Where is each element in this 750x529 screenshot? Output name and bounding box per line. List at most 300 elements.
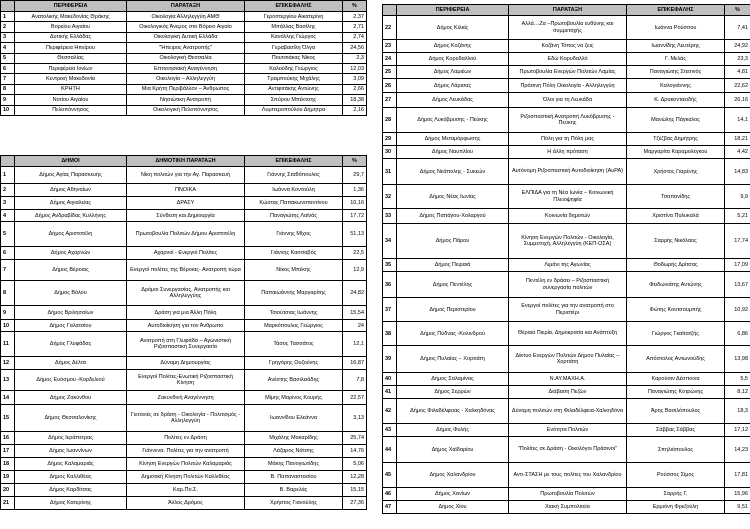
party-cell: Γιάννενα. Πολίτες για την ανατροπή	[127, 445, 245, 458]
leader-cell: Τσαπανίδης	[627, 185, 725, 209]
header-party: ΠΑΡΑΤΑΞΗ	[509, 5, 627, 16]
percent-cell: 14,1	[725, 108, 750, 133]
row-number-cell: 28	[383, 108, 397, 133]
party-cell: Αχαρνοί - Ενεργοί Πολίτες	[127, 247, 245, 260]
municipality-cell: Δήμος Περιστερίου	[397, 298, 509, 322]
leader-cell: Καρούσιν Δέσποινα	[627, 373, 725, 386]
leader-cell: Αντιφιτάκης Αντώνης	[245, 84, 343, 94]
municipality-cell: Δήμος Κοζάνης	[397, 40, 509, 53]
municipality-cell: Δήμος Λευκάδας	[397, 93, 509, 108]
table-row	[383, 488, 750, 501]
table-row	[1, 95, 367, 105]
leader-cell: Καλογιάννης	[627, 79, 725, 93]
party-cell: Διάβαση Πεζών	[509, 386, 627, 399]
party-cell: Ν.ΑΥ.ΜΑΧΗ.Α.	[509, 373, 627, 386]
table-row	[1, 458, 367, 471]
leader-cell: Γιάννης Κασσαβός	[245, 247, 343, 260]
percent-cell: 15,96	[725, 488, 750, 501]
row-number-cell: 25	[383, 66, 397, 79]
leader-cell: Απόστολος Αντωνούδης	[627, 346, 725, 373]
header-party: ΠΑΡΑΤΑΞΗ	[127, 1, 245, 12]
municipality-cell: Δήμος Χανίων	[397, 488, 509, 501]
row-number-cell: 9	[1, 95, 15, 105]
leader-cell: Σπηλιόπουλος	[627, 437, 725, 463]
leader-cell: Γιάννης Μίχος	[245, 222, 343, 247]
leader-cell: Λυμπεροπούλου Δήμητρα	[245, 105, 343, 115]
municipality-cell: Δήμος Καλλιθέας	[15, 471, 127, 484]
table-row	[1, 497, 367, 510]
leader-cell: Χρήστος Γιαρένης	[627, 159, 725, 185]
table-row	[1, 12, 367, 22]
row-number-cell: 47	[383, 501, 397, 514]
leader-cell: Φώτης Κουτσουμπής	[627, 298, 725, 322]
row-number-cell: 45	[383, 463, 397, 488]
percent-cell: 2,16	[343, 105, 367, 115]
row-number-cell: 15	[1, 405, 15, 432]
row-number-cell: 19	[1, 471, 15, 484]
leader-cell: Γιάννης Σταθόπουλος	[245, 167, 343, 184]
municipality-cell: Δήμος Παπάγου-Χολαργού	[397, 209, 509, 224]
row-number-cell: 2	[1, 22, 15, 32]
leader-cell: Σπύρου Μπέκτσης	[245, 95, 343, 105]
municipality-cell: Θεσσαλίας	[15, 53, 127, 63]
party-cell: "Ήπειρος Ανατροπής"	[127, 43, 245, 53]
percent-cell: 51,13	[343, 222, 367, 247]
table-row	[1, 84, 367, 94]
row-number-cell: 8	[1, 84, 15, 94]
header-region: ΠΕΡΙΦΕΡΕΙΑ	[15, 1, 127, 12]
leader-cell: Μίμης Μαρίνος Κουρής	[245, 391, 343, 405]
percent-cell: 2,66	[343, 84, 367, 94]
leader-cell: Μάκης Πανογιωτίδης	[245, 458, 343, 471]
table-row	[1, 222, 367, 247]
row-number-cell: 44	[383, 437, 397, 463]
table-row	[1, 281, 367, 306]
municipality-cell: Δήμος Μεταμόρφωσης	[397, 133, 509, 146]
party-cell: "Πολίτες σε Δράση - Οικολόγοι Πράσινοι"	[509, 437, 627, 463]
row-number-cell: 42	[383, 399, 397, 424]
municipality-cell: Δήμος Ευόσμου -Κορδελιού	[15, 370, 127, 391]
percent-cell: 10,92	[725, 298, 750, 322]
leader-cell: Σαρρής Γ.	[627, 488, 725, 501]
header-number	[1, 1, 15, 12]
row-number-cell: 3	[1, 197, 15, 210]
municipality-cell: Δήμος Δέλτα	[15, 357, 127, 370]
municipality-cell: Δήμος Κορυδαλλού	[397, 53, 509, 66]
row-number-cell: 9	[1, 306, 15, 320]
municipality-cell: Δήμος Βριλησσίων	[15, 306, 127, 320]
party-cell: Κίνηση Ενεργών Πολιτών Καλαμαριάς	[127, 458, 245, 471]
table-row	[383, 424, 750, 437]
percent-cell: 2,3	[343, 53, 367, 63]
party-cell: Οικολογική Θεσσαλία	[127, 53, 245, 63]
table-row	[383, 298, 750, 322]
leader-cell: Θοδωρής Δρίτσας	[627, 259, 725, 272]
table-row	[1, 74, 367, 84]
party-cell: Δρόμοι Συνεργασίας, Ανατροπής και Αλληλεγγύης	[127, 281, 245, 306]
table-row	[383, 53, 750, 66]
table-row	[1, 32, 367, 42]
municipality-cell: Δήμος Ναυπλίου	[397, 146, 509, 159]
table-row	[1, 167, 367, 184]
percent-cell: 14,83	[725, 159, 750, 185]
header-number	[1, 156, 15, 167]
percent-cell: 2,71	[343, 22, 367, 32]
row-number-cell: 5	[1, 53, 15, 63]
table-row	[1, 332, 367, 357]
party-cell: Αυτοδιοίκηση για τον Άνθρωπο	[127, 320, 245, 332]
party-cell: Ενότητα Πολιτών	[509, 424, 627, 437]
row-number-cell: 2	[1, 184, 15, 197]
percent-cell: 9,51	[725, 501, 750, 514]
party-cell: Κοινωνία δημοτών	[509, 209, 627, 224]
party-cell: Δράση για μια Άλλη Πόλη	[127, 306, 245, 320]
regions-table-body	[1, 12, 367, 116]
header-number	[383, 5, 397, 16]
percent-cell: 12,9	[343, 260, 367, 281]
table-row	[383, 93, 750, 108]
municipality-cell: Δήμος Χαλανδρίου	[397, 463, 509, 488]
municipality-cell: Δήμος Ιωαννίνων	[15, 445, 127, 458]
table-row	[383, 346, 750, 373]
leader-cell: Παναγιώτης Κοτρώνης	[627, 386, 725, 399]
percent-cell: 22,57	[343, 391, 367, 405]
table-row	[1, 471, 367, 484]
table-row	[1, 22, 367, 32]
party-cell: Αλλά…Ζα –Πρωτοβουλία ευθύνης και συμμετοχής	[509, 16, 627, 40]
percent-cell: 10,16	[343, 197, 367, 210]
leader-cell: Χριστίνα Πολυκαλά	[627, 209, 725, 224]
table-row	[383, 501, 750, 514]
municipality-cell: Δήμος Σερρών	[397, 386, 509, 399]
table-row	[1, 247, 367, 260]
row-number-cell: 33	[383, 209, 397, 224]
table-header-row	[1, 156, 367, 167]
percent-cell: 5,06	[343, 458, 367, 471]
party-cell: Μια Κρήτη Περιβάλλον – Άνθρωπος	[127, 84, 245, 94]
municipality-cell: Δήμος Νεάπολης - Συκεών	[397, 159, 509, 185]
percent-cell: 13,98	[725, 346, 750, 373]
row-number-cell: 35	[383, 259, 397, 272]
row-number-cell: 36	[383, 272, 397, 298]
row-number-cell: 1	[1, 167, 15, 184]
leader-cell: Τσιούτσιας Ιωάννης	[245, 306, 343, 320]
party-cell: Πρωτοβουλία Πολιτών	[509, 488, 627, 501]
party-cell: Νησιώτικη Ανατροπή	[127, 95, 245, 105]
percent-cell: 4,42	[725, 146, 750, 159]
municipality-cell: Δήμος Πάρου	[397, 224, 509, 259]
row-number-cell: 27	[383, 93, 397, 108]
leader-cell: Άρης Βασιλόπουλος	[627, 399, 725, 424]
leader-cell: Ιωαννίδου Ελεάννα	[245, 405, 343, 432]
percent-cell: 8,12	[725, 386, 750, 399]
row-number-cell: 5	[1, 222, 15, 247]
leader-cell: Ανέστης Βασιλειάδης	[245, 370, 343, 391]
leader-cell: Β. Βαρελάς	[245, 484, 343, 497]
percent-cell: 13,67	[725, 272, 750, 298]
party-cell: Εδώ Κορυδαλλό	[509, 53, 627, 66]
municipality-cell: Περιφέρεια Ηπείρου	[15, 43, 127, 53]
percent-cell: 5,5	[725, 373, 750, 386]
row-number-cell: 26	[383, 79, 397, 93]
header-percent: %	[343, 1, 367, 12]
table-row	[383, 259, 750, 272]
row-number-cell: 4	[1, 43, 15, 53]
leader-cell: Γ. Μελάς	[627, 53, 725, 66]
leader-cell: Σαρρής Νικόλαος	[627, 224, 725, 259]
party-cell: Δύναμη Δημιουργίας	[127, 357, 245, 370]
party-cell: Οικολογική Πελοπόννησος	[127, 105, 245, 115]
party-cell: Πράσινη Πόλη Οικολογία - Αλληλεγγύη	[509, 79, 627, 93]
percent-cell: 4,81	[725, 66, 750, 79]
leader-cell: Μανώλης Πάγκαλος	[627, 108, 725, 133]
row-number-cell: 16	[1, 432, 15, 445]
municipality-cell: Δήμος Νέας Ιωνίας	[397, 185, 509, 209]
table-row	[1, 484, 367, 497]
percent-cell: 16,87	[343, 357, 367, 370]
percent-cell: 24	[343, 320, 367, 332]
percent-cell: 9,9	[725, 185, 750, 209]
table-row	[1, 53, 367, 63]
municipality-cell: Νοτίου Αιγαίου	[15, 95, 127, 105]
header-leader: ΕΠΙΚΕΦΑΛΗΣ	[245, 1, 343, 12]
percent-cell: 17,74	[725, 224, 750, 259]
row-number-cell: 8	[1, 281, 15, 306]
percent-cell: 17,81	[725, 463, 750, 488]
header-percent: %	[725, 5, 750, 16]
percent-cell: 24,82	[343, 281, 367, 306]
table-row	[1, 210, 367, 222]
municipality-cell: Δήμος Λάρισας	[397, 79, 509, 93]
table-row	[1, 445, 367, 458]
percent-cell: 25,74	[343, 432, 367, 445]
percent-cell: 3,13	[343, 405, 367, 432]
municipality-cell: Δήμος Λαμιέων	[397, 66, 509, 79]
leader-cell: Καλούδης Γεώργιος	[245, 63, 343, 73]
municipality-cell: Δυτικής Ελλάδας	[15, 32, 127, 42]
municipality-cell: Δήμος Σαλαμίνας	[397, 373, 509, 386]
leader-cell: Νίκος Μπέκης	[245, 260, 343, 281]
municipality-cell: Δήμος Αχαρνών	[15, 247, 127, 260]
percent-cell: 17,72	[343, 210, 367, 222]
municipality-cell: Δήμος Καλαμαριάς	[15, 458, 127, 471]
municipality-cell: ΚΡΗΤΗ	[15, 84, 127, 94]
header-region: ΠΕΡΙΦΕΡΕΙΑ	[397, 5, 509, 16]
leader-cell: Παπαιωάννης Μαργαρίτης	[245, 281, 343, 306]
row-number-cell: 23	[383, 40, 397, 53]
table-row	[1, 197, 367, 210]
municipality-cell: Δήμος Θεσσαλονίκης	[15, 405, 127, 432]
percent-cell: 14,23	[725, 437, 750, 463]
table-header-row	[383, 5, 750, 16]
table-row	[383, 79, 750, 93]
municipality-cell: Ανατολικής Μακεδονίας Θράκης	[15, 12, 127, 22]
percent-cell: 22,5	[343, 247, 367, 260]
table-row	[1, 320, 367, 332]
table-row	[383, 386, 750, 399]
table-row	[383, 133, 750, 146]
row-number-cell: 40	[383, 373, 397, 386]
municipality-cell: Δήμος Βέροιας	[15, 260, 127, 281]
party-cell: Δημοτική Κίνηση Πολιτών Καλλιθέας	[127, 471, 245, 484]
municipality-cell: Δήμος Αγίας Παρασκευής	[15, 167, 127, 184]
leader-cell: Τραμπούκης Μιχάλης	[245, 74, 343, 84]
party-cell: Ενεργοί πολίτες της Βέροιας- Ανατροπή τώρα	[127, 260, 245, 281]
percent-cell: 23,3	[725, 53, 750, 66]
row-number-cell: 6	[1, 247, 15, 260]
municipality-cell: Κεντρική Μακεδονία	[15, 74, 127, 84]
percent-cell: 12,1	[343, 332, 367, 357]
row-number-cell: 1	[1, 12, 15, 22]
table-row	[1, 63, 367, 73]
percent-cell: 26,16	[725, 93, 750, 108]
row-number-cell: 12	[1, 357, 15, 370]
percent-cell: 18,21	[725, 133, 750, 146]
leader-cell: Παναγιώτης Λαϊνάς	[245, 210, 343, 222]
municipality-cell: Δήμος Καρδίτσας	[15, 484, 127, 497]
leader-cell: Λάζαρος Νάτσης	[245, 445, 343, 458]
percent-cell: 7,41	[725, 16, 750, 40]
party-cell: Θέραια Πιερία, Δημοκρατία και Ανάπτυξη	[509, 322, 627, 346]
municipalities-table-right	[382, 4, 750, 514]
percent-cell: 17,09	[725, 259, 750, 272]
party-cell: ΕΛΠΙΔΑ για τη Νέα Ιωνία – Κοινωνική Πλειοψηφία	[509, 185, 627, 209]
leader-cell: Μιχάλης Μακαρίδης	[245, 432, 343, 445]
percent-cell: 17,12	[725, 424, 750, 437]
leader-cell: Μαρκόπουλος Γεώργιος	[245, 320, 343, 332]
party-cell: Καρ.Πο.Σ.	[127, 484, 245, 497]
party-cell: Άλλος Δρόμος	[127, 497, 245, 510]
table-row	[383, 399, 750, 424]
table-row	[1, 43, 367, 53]
municipality-cell: Πελοπόννησος	[15, 105, 127, 115]
percent-cell: 15,15	[343, 484, 367, 497]
row-number-cell: 41	[383, 386, 397, 399]
municipality-cell: Δήμος Χαϊδαρίου	[397, 437, 509, 463]
header-leader: ΕΠΙΚΕΦΑΛΗΣ	[245, 156, 343, 167]
table-row	[383, 66, 750, 79]
party-cell: Πολίτες εν Δράση	[127, 432, 245, 445]
leader-cell: Τζέζβας Δημήτρης	[627, 133, 725, 146]
table-row	[1, 260, 367, 281]
municipality-cell: Δήμος Πύδνας -Κολινδρού	[397, 322, 509, 346]
party-cell: Αυτόνομη Ριζοσπαστική Αυτοδιοίκηση (ΑυΡΑ)	[509, 159, 627, 185]
party-cell: Οικολογική Δυτική Ελλάδα	[127, 32, 245, 42]
percent-cell: 7,8	[343, 370, 367, 391]
row-number-cell: 21	[1, 497, 15, 510]
percent-cell: 24,56	[343, 43, 367, 53]
party-cell: Οικολογία Αλληλεγγύη ΑΜΘ	[127, 12, 245, 22]
municipality-cell: Δήμος Ιεράπετρας	[15, 432, 127, 445]
party-cell: Ζακυνθινή Αναγέννηση	[127, 391, 245, 405]
row-number-cell: 20	[1, 484, 15, 497]
leader-cell: Γρηγόρης Ουζούνης	[245, 357, 343, 370]
municipality-cell: Δήμος Λυκόβρυσης - Πεύκης	[397, 108, 509, 133]
row-number-cell: 10	[1, 320, 15, 332]
table-row	[1, 306, 367, 320]
leader-cell: Κανόλλης Γιώργος	[245, 32, 343, 42]
header-party: ΔΗΜΟΤΙΚΗ ΠΑΡΑΤΑΞΗ	[127, 156, 245, 167]
percent-cell: 18,38	[343, 95, 367, 105]
table-row	[383, 108, 750, 133]
table-row	[383, 437, 750, 463]
row-number-cell: 29	[383, 133, 397, 146]
municipality-cell: Δήμος Κατερίνης	[15, 497, 127, 510]
municipality-cell: Δήμος Πειραιά	[397, 259, 509, 272]
municipality-cell: Δήμος Γλυφάδας	[15, 332, 127, 357]
party-cell: Νίκη πολιτών για την Αγ. Παρασκευή	[127, 167, 245, 184]
row-number-cell: 30	[383, 146, 397, 159]
leader-cell: Ιωάννα Κοντούλη	[245, 184, 343, 197]
percent-cell: 2,74	[343, 32, 367, 42]
table-row	[1, 184, 367, 197]
party-cell: Οικολογία – Αλληλεγγύη	[127, 74, 245, 84]
row-number-cell: 10	[1, 105, 15, 115]
table-row	[1, 370, 367, 391]
leader-cell: Κώστας Παπακωνσταντίνου	[245, 197, 343, 210]
party-cell: Δίκτυο Ενεργών Πολιτών Δήμου Πυλαίας – Χορτιάτη	[509, 346, 627, 373]
party-cell: Ενεργοί πολίτες για την ανατροπή στο Περιστέρι	[509, 298, 627, 322]
party-cell: Αντι-ΣΤΑΣΗ με τους πολίτες του Χαλανδρίου	[509, 463, 627, 488]
municipality-cell: Δήμος Αθηναίων	[15, 184, 127, 197]
percent-cell: 6,86	[725, 322, 750, 346]
table-row	[383, 185, 750, 209]
municipality-cell: Δήμος Φυλής	[397, 424, 509, 437]
party-cell: Κοζάνη Τόπος να ζεις	[509, 40, 627, 53]
row-number-cell: 32	[383, 185, 397, 209]
percent-cell: 18,3	[725, 399, 750, 424]
party-cell: ΔΡΑΣΥ	[127, 197, 245, 210]
header-leader: ΕΠΙΚΕΦΑΛΗΣ	[627, 5, 725, 16]
leader-cell: Ερμιόνη Φρεζούλη	[627, 501, 725, 514]
party-cell: Γειτονιές σε δράση - Οικολογία - Πολιτισμός - Αλληλεγγύη	[127, 405, 245, 432]
municipality-cell: Δήμος Κιλκίς	[397, 16, 509, 40]
percent-cell: 22,62	[725, 79, 750, 93]
party-cell: Σύνθεση και Δημιουργία	[127, 210, 245, 222]
percent-cell: 27,36	[343, 497, 367, 510]
leader-cell: Γιώργος Γκαϊτατζής	[627, 322, 725, 346]
party-cell: Πεντέλη εν δράσει – Ριζοσπαστική συνεργασία πολιτών	[509, 272, 627, 298]
row-number-cell: 3	[1, 32, 15, 42]
header-percent: %	[343, 156, 367, 167]
municipality-cell: Δήμος Γαλατσίου	[15, 320, 127, 332]
table-row	[1, 105, 367, 115]
leader-cell: Β. Παπαναστασίου	[245, 471, 343, 484]
table-row	[1, 432, 367, 445]
row-number-cell: 22	[383, 16, 397, 40]
party-cell: Οικολογικός Άνεμος στο Βόρειο Αιγαίο	[127, 22, 245, 32]
municipality-cell: Δήμος Φιλαδέλφειας - Χαλκηδόνας	[397, 399, 509, 424]
row-number-cell: 4	[1, 210, 15, 222]
municipality-cell: Δήμος Αιγιαλείας	[15, 197, 127, 210]
leader-cell: Γεροστεργίου Αικατερίνη	[245, 12, 343, 22]
table-row	[383, 159, 750, 185]
row-number-cell: 13	[1, 370, 15, 391]
party-cell: Πόλη για τη Πόλη μας	[509, 133, 627, 146]
percent-cell: 12,28	[343, 471, 367, 484]
municipalities-left-body	[1, 167, 367, 510]
leader-cell: Ιωαννίδης Λευτέρης	[627, 40, 725, 53]
row-number-cell: 14	[1, 391, 15, 405]
leader-cell: Χρήστος Γιανούλης	[245, 497, 343, 510]
row-number-cell: 39	[383, 346, 397, 373]
party-cell: Ενεργοί Πολίτες-Ενωτική Ριζοσπαστική Κίνηση	[127, 370, 245, 391]
row-number-cell: 31	[383, 159, 397, 185]
leader-cell: Πουτσιάκας Νίκος	[245, 53, 343, 63]
table-row	[383, 146, 750, 159]
table-row	[1, 391, 367, 405]
table-row	[1, 405, 367, 432]
